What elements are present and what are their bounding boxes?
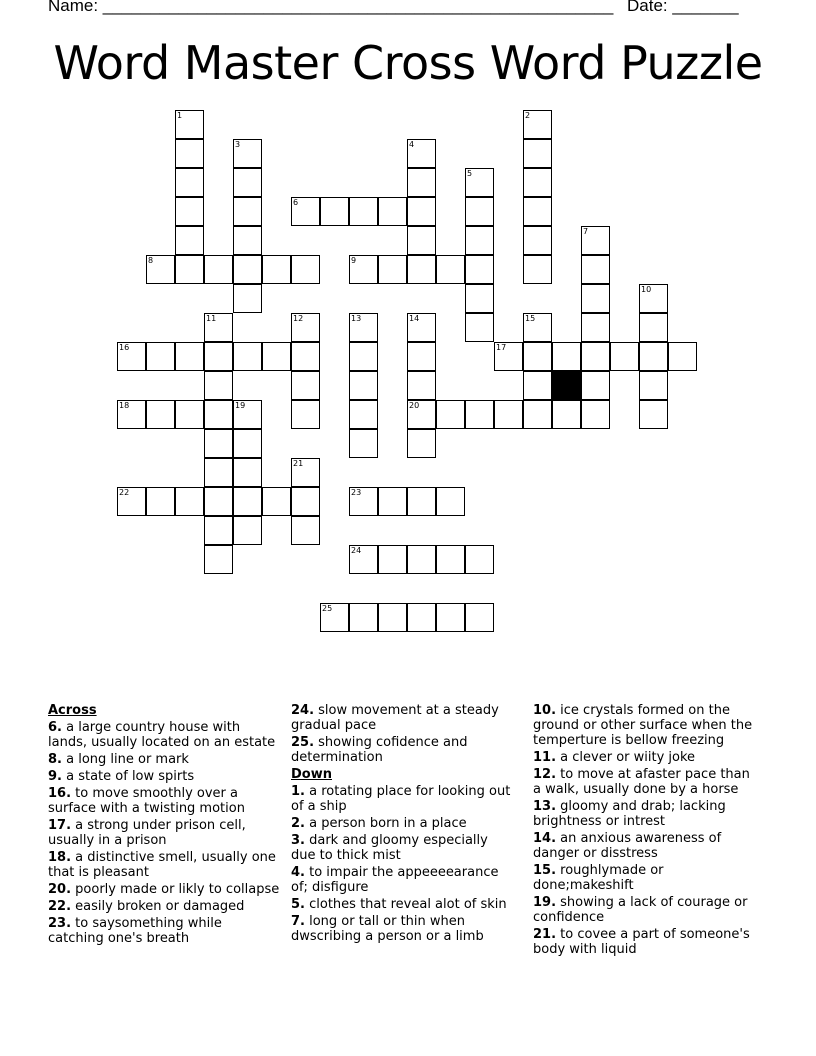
grid-cell[interactable] [436, 603, 465, 632]
grid-cell[interactable] [465, 226, 494, 255]
grid-cell[interactable] [175, 139, 204, 168]
clue-text: an anxious awareness of danger or disstress [533, 831, 722, 861]
clue-text: gloomy and drab; lacking brightness or intrest [533, 799, 726, 829]
clue-number: 4. [291, 865, 305, 880]
clue-item [533, 863, 761, 893]
grid-cell[interactable] [436, 255, 465, 284]
grid-cell[interactable] [465, 313, 494, 342]
clue-number: 15. [533, 863, 557, 878]
grid-cell[interactable] [407, 342, 436, 371]
grid-cell[interactable] [407, 197, 436, 226]
clue-text: to move at afaster pace than a walk, usually done by a horse [533, 767, 750, 797]
grid-cell[interactable] [146, 342, 175, 371]
clue-number-label: 12 [293, 314, 304, 323]
grid-cell[interactable] [175, 255, 204, 284]
clue-number: 8. [48, 752, 62, 767]
clue-item [291, 735, 513, 765]
clue-text: a distinctive smell, usually one that is pleasant [48, 850, 276, 880]
clue-text: dark and gloomy especially due to thick mist [291, 833, 488, 863]
clue-number-label: 21 [293, 459, 304, 468]
clue-item [533, 895, 761, 925]
grid-cell[interactable] [552, 342, 581, 371]
clue-number: 20. [48, 882, 72, 897]
grid-cell[interactable] [146, 487, 175, 516]
grid-cell[interactable] [146, 400, 175, 429]
grid-cell[interactable] [668, 342, 697, 371]
clue-number-label: 19 [235, 401, 246, 410]
grid-cell[interactable] [465, 284, 494, 313]
clues-column-2 [291, 703, 513, 946]
clue-number: 14. [533, 831, 557, 846]
clue-text: a rotating place for looking out of a ship [291, 784, 511, 814]
clue-number: 13. [533, 799, 557, 814]
clue-number: 12. [533, 767, 557, 782]
clue-number: 1. [291, 784, 305, 799]
clue-item [48, 752, 280, 767]
grid-cell[interactable] [204, 516, 233, 545]
clue-item [533, 750, 761, 765]
clue-number: 6. [48, 720, 62, 735]
grid-cell[interactable] [581, 400, 610, 429]
clue-item [48, 916, 280, 946]
clue-number-label: 3 [235, 140, 241, 149]
grid-cell[interactable] [204, 342, 233, 371]
grid-cell[interactable] [233, 284, 262, 313]
clue-number-label: 22 [119, 488, 130, 497]
grid-cell[interactable] [639, 371, 668, 400]
grid-cell[interactable] [465, 255, 494, 284]
grid-cell[interactable] [407, 603, 436, 632]
grid-cell[interactable] [175, 400, 204, 429]
clue-number-label: 14 [409, 314, 420, 323]
clue-text: ice crystals formed on the ground or other surface when the temperture is bellow freezing [533, 703, 753, 748]
grid-cell[interactable] [436, 545, 465, 574]
grid-cell[interactable] [320, 197, 349, 226]
clue-item [48, 818, 280, 848]
clue-number-label: 7 [583, 227, 589, 236]
clue-number-label: 15 [525, 314, 536, 323]
clue-text: slow movement at a steady gradual pace [291, 703, 499, 733]
clue-number: 11. [533, 750, 557, 765]
clue-item [533, 703, 761, 748]
grid-cell[interactable] [291, 371, 320, 400]
grid-cell[interactable] [581, 284, 610, 313]
clue-number-label: 24 [351, 546, 362, 555]
clue-item [291, 703, 513, 733]
across-heading: Across [48, 703, 97, 718]
grid-cell[interactable] [349, 371, 378, 400]
clue-number: 17. [48, 818, 72, 833]
date-field-line[interactable]: Date: _______ [627, 0, 739, 15]
grid-cell[interactable] [291, 255, 320, 284]
grid-cell[interactable] [233, 516, 262, 545]
grid-cell[interactable] [349, 197, 378, 226]
clue-item [291, 914, 513, 944]
clue-number: 21. [533, 927, 557, 942]
grid-cell[interactable] [523, 197, 552, 226]
clue-text: roughlymade or done;makeshift [533, 863, 664, 893]
grid-cell[interactable] [349, 603, 378, 632]
grid-cell[interactable] [639, 342, 668, 371]
grid-cell[interactable] [523, 168, 552, 197]
name-field-line[interactable]: Name: ______________________________________________________ [48, 0, 614, 15]
clue-number: 3. [291, 833, 305, 848]
clue-number: 22. [48, 899, 72, 914]
grid-cell[interactable] [552, 400, 581, 429]
clue-item [291, 833, 513, 863]
clue-item [291, 784, 513, 814]
clue-text: to saysomething while catching one's breath [48, 916, 222, 946]
clue-item [533, 927, 761, 957]
clue-text: a person born in a place [304, 816, 467, 831]
grid-cell[interactable] [407, 255, 436, 284]
clue-number: 2. [291, 816, 305, 831]
clue-item [48, 850, 280, 880]
grid-cell[interactable] [378, 197, 407, 226]
grid-cell[interactable] [465, 603, 494, 632]
grid-cell[interactable] [378, 255, 407, 284]
grid-cell[interactable] [349, 429, 378, 458]
clue-number-label: 10 [641, 285, 652, 294]
clue-text: a long line or mark [61, 752, 189, 767]
grid-cell[interactable] [581, 313, 610, 342]
clue-number-label: 13 [351, 314, 362, 323]
grid-cell[interactable] [233, 255, 262, 284]
grid-cell[interactable] [523, 255, 552, 284]
grid-cell[interactable] [523, 139, 552, 168]
clue-text: to covee a part of someone's body with liquid [533, 927, 750, 957]
grid-cell[interactable] [175, 487, 204, 516]
page-title: Word Master Cross Word Puzzle [53, 36, 763, 90]
clue-item [533, 831, 761, 861]
clue-number-label: 1 [177, 111, 183, 120]
clue-text: to move smoothly over a surface with a twisting motion [48, 786, 245, 816]
grid-cell[interactable] [407, 168, 436, 197]
grid-cell[interactable] [407, 429, 436, 458]
clues-column-3 [533, 703, 761, 959]
grid-cell[interactable] [291, 516, 320, 545]
clue-number: 10. [533, 703, 557, 718]
clue-text: long or tall or thin when dwscribing a person or a limb [291, 914, 484, 944]
clue-text: a large country house with lands, usually located on an estate [48, 720, 276, 750]
grid-cell[interactable] [523, 371, 552, 400]
grid-cell[interactable] [639, 313, 668, 342]
clues-column-1 [48, 703, 280, 948]
grid-cell[interactable] [233, 342, 262, 371]
clue-number-label: 9 [351, 256, 357, 265]
clue-number-label: 16 [119, 343, 130, 352]
clue-number-label: 5 [467, 169, 473, 178]
grid-cell[interactable] [465, 545, 494, 574]
clue-number-label: 4 [409, 140, 415, 149]
grid-cell[interactable] [610, 342, 639, 371]
grid-cell[interactable] [465, 197, 494, 226]
clue-number: 16. [48, 786, 72, 801]
grid-cell[interactable] [581, 342, 610, 371]
clue-number-label: 20 [409, 401, 420, 410]
clue-number: 9. [48, 769, 62, 784]
grid-cell[interactable] [175, 168, 204, 197]
clue-item [291, 865, 513, 895]
clue-number-label: 6 [293, 198, 299, 207]
grid-cell[interactable] [581, 255, 610, 284]
grid-cell[interactable] [233, 458, 262, 487]
grid-cell[interactable] [291, 400, 320, 429]
clue-text: showing cofidence and determination [291, 735, 468, 765]
clue-item [533, 767, 761, 797]
clue-number: 25. [291, 735, 315, 750]
clue-number: 19. [533, 895, 557, 910]
clue-item [48, 720, 280, 750]
clue-item [533, 799, 761, 829]
grid-cell[interactable] [233, 226, 262, 255]
clue-text: clothes that reveal alot of skin [304, 897, 507, 912]
grid-cell[interactable] [523, 226, 552, 255]
clue-text: poorly made or likly to collapse [71, 882, 280, 897]
grid-cell[interactable] [204, 458, 233, 487]
clue-text: showing a lack of courage or confidence [533, 895, 748, 925]
clue-number: 24. [291, 703, 315, 718]
clue-number-label: 11 [206, 314, 217, 323]
grid-cell[interactable] [204, 487, 233, 516]
clue-number-label: 18 [119, 401, 130, 410]
clue-text: a state of low spirts [61, 769, 195, 784]
grid-cell[interactable] [349, 342, 378, 371]
grid-cell[interactable] [233, 487, 262, 516]
clue-number-label: 17 [496, 343, 507, 352]
grid-cell[interactable] [175, 197, 204, 226]
grid-cell[interactable] [204, 429, 233, 458]
grid-cell[interactable] [204, 255, 233, 284]
grid-cell[interactable] [262, 487, 291, 516]
grid-cell[interactable] [436, 400, 465, 429]
clue-number: 7. [291, 914, 305, 929]
clue-number-label: 25 [322, 604, 333, 613]
grid-cell[interactable] [204, 371, 233, 400]
clue-number: 23. [48, 916, 72, 931]
clue-text: a clever or wiity joke [556, 750, 696, 765]
clue-number: 5. [291, 897, 305, 912]
grid-cell[interactable] [378, 603, 407, 632]
grid-cell[interactable] [407, 487, 436, 516]
grid-cell[interactable] [291, 342, 320, 371]
grid-cell[interactable] [407, 545, 436, 574]
clue-item [291, 897, 513, 912]
clue-text: to impair the appeeeearance of; disfigure [291, 865, 499, 895]
clue-item [48, 769, 280, 784]
grid-cell[interactable] [436, 487, 465, 516]
grid-cell[interactable] [465, 400, 494, 429]
grid-cell[interactable] [407, 371, 436, 400]
clue-item [48, 899, 280, 914]
clue-number-label: 8 [148, 256, 154, 265]
clue-number-label: 2 [525, 111, 531, 120]
grid-cell[interactable] [378, 545, 407, 574]
clue-number: 18. [48, 850, 72, 865]
grid-cell[interactable] [233, 429, 262, 458]
grid-cell[interactable] [262, 342, 291, 371]
grid-cell[interactable] [204, 400, 233, 429]
grid-cell[interactable] [233, 197, 262, 226]
grid-cell[interactable] [204, 545, 233, 574]
clue-item [48, 786, 280, 816]
clue-text: easily broken or damaged [71, 899, 245, 914]
grid-cell[interactable] [233, 168, 262, 197]
grid-cell[interactable] [175, 226, 204, 255]
grid-cell[interactable] [494, 400, 523, 429]
grid-cell[interactable] [262, 255, 291, 284]
clue-item [291, 816, 513, 831]
down-heading: Down [291, 767, 332, 782]
grid-cell[interactable] [291, 487, 320, 516]
grid-cell[interactable] [349, 400, 378, 429]
grid-cell[interactable] [175, 342, 204, 371]
clue-text: a strong under prison cell, usually in a prison [48, 818, 246, 848]
grid-cell[interactable] [639, 400, 668, 429]
grid-cell[interactable] [378, 487, 407, 516]
clue-number-label: 23 [351, 488, 362, 497]
grid-cell[interactable] [523, 342, 552, 371]
grid-cell[interactable] [407, 226, 436, 255]
grid-cell[interactable] [581, 371, 610, 400]
clue-item [48, 882, 280, 897]
black-grid-cell [552, 371, 581, 400]
grid-cell[interactable] [523, 400, 552, 429]
